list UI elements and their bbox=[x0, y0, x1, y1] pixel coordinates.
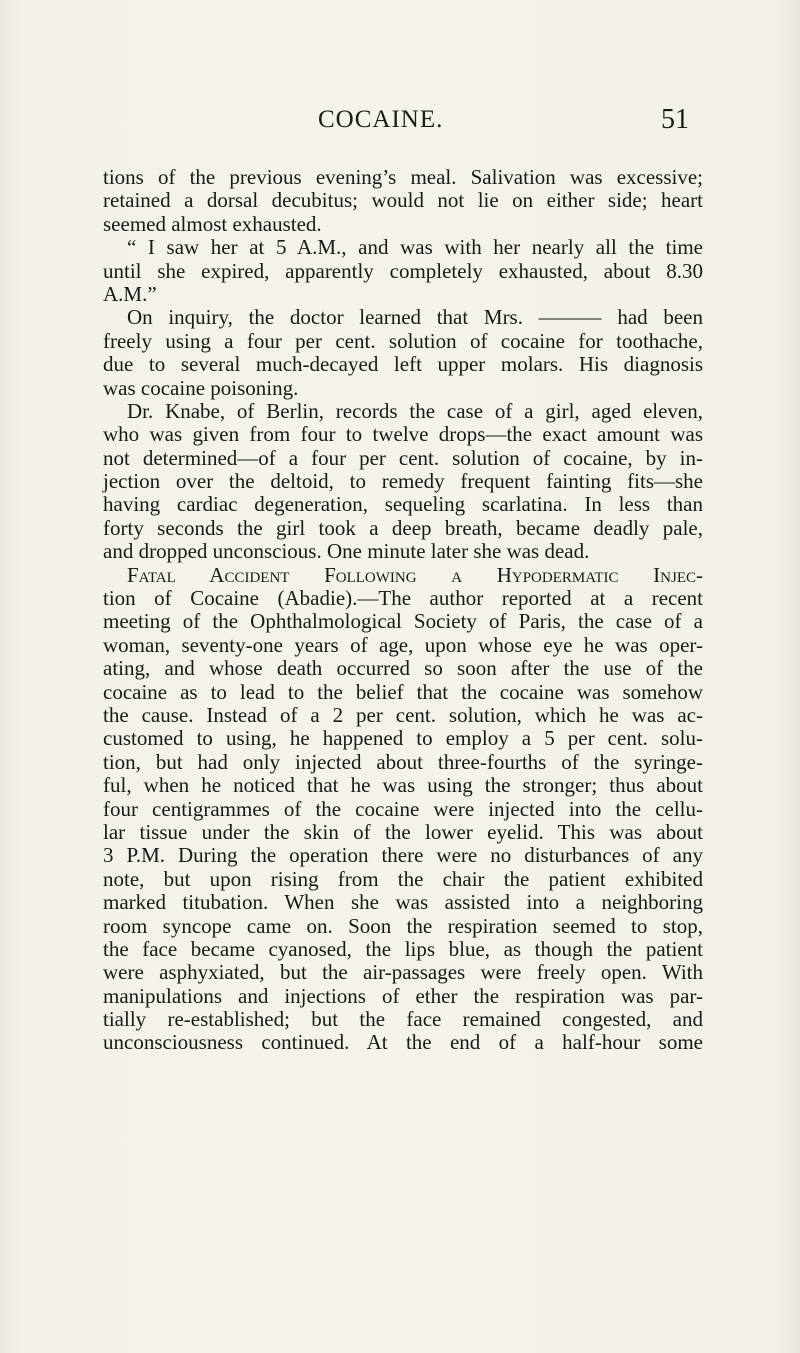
page-number: 51 bbox=[661, 104, 689, 135]
text-line: who was given from four to twelve drops—the exact amount was bbox=[103, 422, 703, 447]
text-line: the face became cyanosed, the lips blue, as though the patient bbox=[103, 936, 703, 961]
text-line: tion, but had only injected about three-fourths of the syringe- bbox=[103, 749, 703, 774]
text-line: tion of Cocaine (Abadie).—The author reported at a recent bbox=[103, 586, 703, 611]
text-line: tially re-established; but the face remained congested, and bbox=[103, 1007, 703, 1032]
text-line: note, but upon rising from the chair the patient exhibited bbox=[103, 866, 703, 891]
text-line: unconsciousness continued. At the end of a half-hour some bbox=[103, 1030, 703, 1055]
text-line: room syncope came on. Soon the respiration seemed to stop, bbox=[103, 913, 703, 938]
text-line: forty seconds the girl took a deep breath, became deadly pale, bbox=[103, 515, 703, 540]
text-line: freely using a four per cent. solution of cocaine for toothache, bbox=[103, 328, 703, 353]
text-line: seemed almost exhausted. bbox=[103, 211, 322, 236]
text-line: woman, seventy-one years of age, upon whose eye he was oper- bbox=[103, 632, 703, 657]
text-line: lar tissue under the skin of the lower eyelid. This was about bbox=[103, 819, 703, 844]
text-line: customed to using, he happened to employ a 5 per cent. solu- bbox=[103, 726, 703, 751]
text-line: four centigrammes of the cocaine were injected into the cellu- bbox=[103, 796, 703, 821]
text-line: On inquiry, the doctor learned that Mrs. ——— had been bbox=[127, 305, 703, 330]
text-line: A.M.” bbox=[103, 281, 157, 306]
text-line: Dr. Knabe, of Berlin, records the case of a girl, aged eleven, bbox=[127, 398, 703, 423]
text-line: manipulations and injections of ether the respiration was par- bbox=[103, 983, 703, 1008]
running-title: COCAINE. bbox=[318, 106, 444, 133]
text-line: marked titubation. When she was assisted into a neighboring bbox=[103, 890, 703, 915]
section-heading-line: Fatal Accident Following a Hypodermatic Injec- bbox=[127, 562, 703, 587]
text-line: cocaine as to lead to the belief that the cocaine was somehow bbox=[103, 679, 703, 704]
text-line: was cocaine poisoning. bbox=[103, 375, 299, 400]
text-line: and dropped unconscious. One minute later she was dead. bbox=[103, 539, 590, 564]
text-line: due to several much-decayed left upper molars. His diagnosis bbox=[103, 352, 703, 377]
text-line: tions of the previous evening’s meal. Salivation was excessive; bbox=[103, 165, 703, 189]
text-line: meeting of the Ophthalmological Society of Paris, the case of a bbox=[103, 609, 703, 634]
running-head bbox=[280, 104, 700, 138]
text-line: retained a dorsal decubitus; would not lie on either side; heart bbox=[103, 188, 703, 213]
text-line: ating, and whose death occurred so soon after the use of the bbox=[103, 656, 703, 681]
text-line: jection over the deltoid, to remedy frequent fainting fits—she bbox=[103, 469, 703, 494]
body-text bbox=[103, 166, 703, 1055]
text-line: not determined—of a four per cent. solution of cocaine, by in- bbox=[103, 445, 703, 470]
text-line: 3 P.M. During the operation there were no disturbances of any bbox=[103, 843, 703, 868]
text-line: until she expired, apparently completely exhausted, about 8.30 bbox=[103, 258, 703, 283]
text-line: were asphyxiated, but the air-passages were freely open. With bbox=[103, 960, 703, 985]
text-line: the cause. Instead of a 2 per cent. solution, which he was ac- bbox=[103, 702, 703, 727]
text-line: having cardiac degeneration, sequeling scarlatina. In less than bbox=[103, 492, 703, 517]
text-line: “ I saw her at 5 A.M., and was with her nearly all the time bbox=[127, 235, 703, 260]
text-line: ful, when he noticed that he was using the stronger; thus about bbox=[103, 773, 703, 798]
